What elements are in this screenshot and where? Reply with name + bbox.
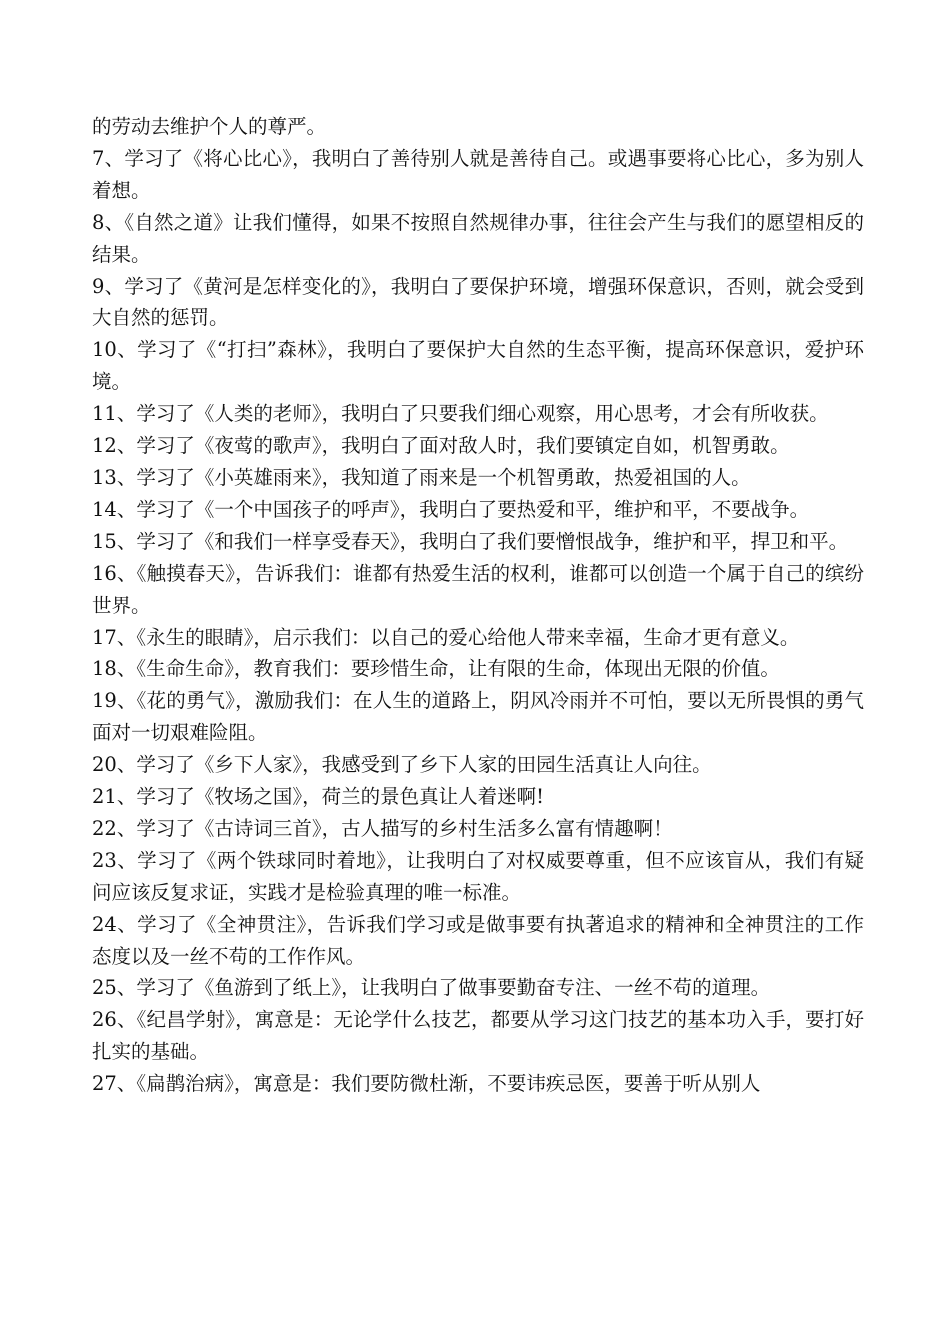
paragraph-continuation: 的劳动去维护个人的尊严。 [92,115,327,138]
paragraph-item-15: 15、学习了《和我们一样享受春天》，我明白了我们要憎恨战争，维护和平，捍卫和平。 [92,529,849,553]
paragraph-item-10: 10、学习了《“打扫”森林》，我明白了要保护大自然的生态平衡，提高环保意识，爱护环境。 [92,338,864,394]
paragraph-item-14: 14、学习了《一个中国孩子的呼声》，我明白了要热爱和平，维护和平，不要战争。 [92,497,810,521]
paragraph-item-22: 22、学习了《古诗词三首》，古人描写的乡村生活多么富有情趣啊！ [92,816,673,840]
paragraph-item-8: 8、《自然之道》让我们懂得，如果不按照自然规律办事，往往会产生与我们的愿望相反的结果。 [92,210,864,266]
paragraph-item-7: 7、学习了《将心比心》，我明白了善待别人就是善待自己。或遇事要将心比心，多为别人着想。 [92,146,864,202]
paragraph-item-20: 20、学习了《乡下人家》，我感受到了乡下人家的田园生活真让人向往。 [92,753,712,777]
paragraph-item-26: 26、《纪昌学射》，寓意是：无论学什么技艺，都要从学习这门技艺的基本功入手，要打好扎实的基础。 [92,1008,864,1064]
paragraph-item-24: 24、学习了《全神贯注》，告诉我们学习或是做事要有执著追求的精神和全神贯注的工作态度以及一丝不苟的工作作风。 [92,912,864,968]
paragraph-item-16: 16、《触摸春天》，告诉我们：谁都有热爱生活的权利，谁都可以创造一个属于自己的缤纷世界。 [92,561,864,617]
paragraph-item-23: 23、学习了《两个铁球同时着地》，让我明白了对权威要尊重，但不应该盲从，我们有疑问应该反复求证，实践才是检验真理的唯一标准。 [92,848,864,904]
paragraph-item-27: 27、《扁鹊治病》，寓意是：我们要防微杜渐，不要讳疾忌医，要善于听从别人 [92,1072,761,1096]
document-body [92,111,864,1100]
paragraph-item-9: 9、学习了《黄河是怎样变化的》，我明白了要保护环境，增强环保意识，否则，就会受到大自然的惩罚。 [92,274,864,330]
paragraph-item-12: 12、学习了《夜莺的歌声》，我明白了面对敌人时，我们要镇定自如，机智勇敢。 [92,434,790,458]
paragraph-item-13: 13、学习了《小英雄雨来》，我知道了雨来是一个机智勇敢，热爱祖国的人。 [92,465,751,489]
paragraph-item-11: 11、学习了《人类的老师》，我明白了只要我们细心观察，用心思考，才会有所收获。 [92,402,829,426]
paragraph-item-19: 19、《花的勇气》，激励我们：在人生的道路上，阴风冷雨并不可怕，要以无所畏惧的勇气面对一切艰难险阻。 [92,689,864,745]
paragraph-item-18: 18、《生命生命》，教育我们：要珍惜生命，让有限的生命，体现出无限的价值。 [92,657,780,681]
paragraph-item-25: 25、学习了《鱼游到了纸上》，让我明白了做事要勤奋专注、一丝不苟的道理。 [92,976,771,1000]
paragraph-item-21: 21、学习了《牧场之国》，荷兰的景色真让人着迷啊! [92,785,544,809]
paragraph-item-17: 17、《永生的眼睛》，启示我们：以自己的爱心给他人带来幸福，生命才更有意义。 [92,625,800,649]
